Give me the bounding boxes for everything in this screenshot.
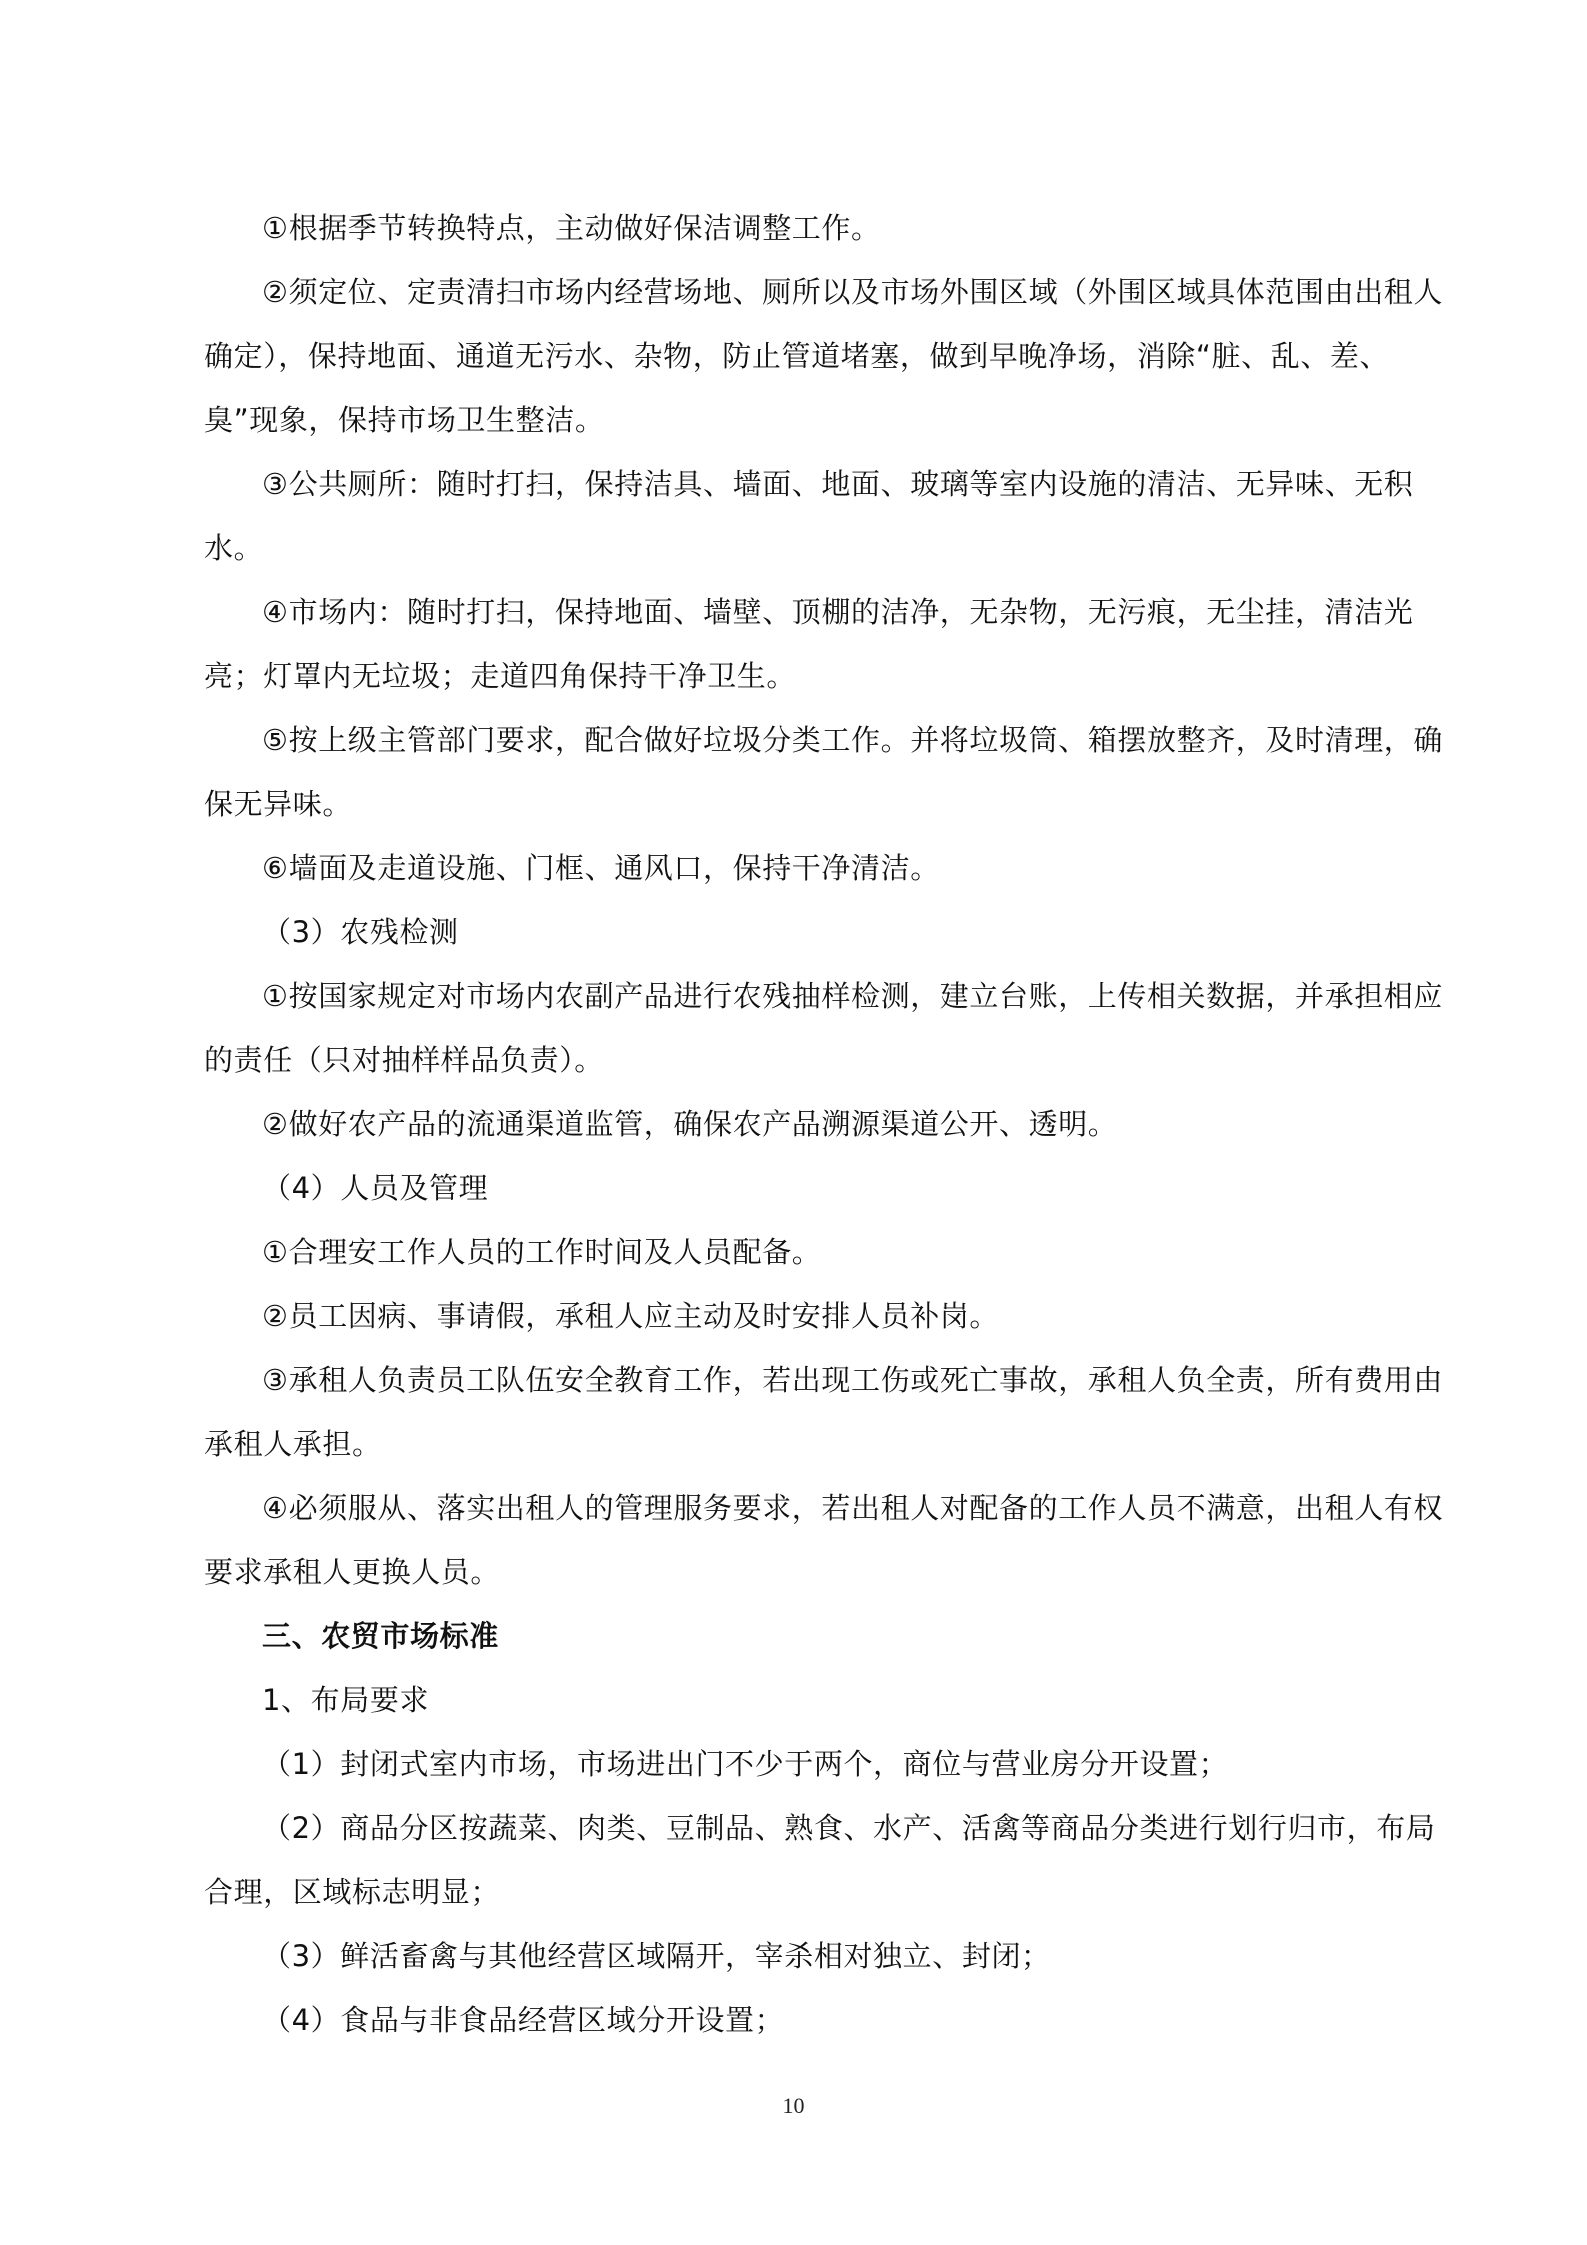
paragraph-garbage-sorting: ⑤按上级主管部门要求，配合做好垃圾分类工作。并将垃圾筒、箱摆放整齐，及时清理，确保无异味。 [204, 723, 1443, 821]
paragraph-cleaning-areas: ②须定位、定责清扫市场内经营场地、厕所以及市场外围区域（外围区域具体范围由出租人确定），保持地面、通道无污水、杂物，防止管道堵塞，做到早晚净场，消除“脏、乱、差、臭”现象，保持市场卫生整洁。 [204, 275, 1443, 437]
paragraph-food-nonfood: （4）食品与非食品经营区域分开设置； [262, 2003, 785, 2037]
subheading-layout-requirements: 1、布局要求 [262, 1683, 430, 1717]
paragraph-walls-corridors: ⑥墙面及走道设施、门框、通风口，保持干净清洁。 [262, 851, 940, 885]
paragraph-market-interior: ④市场内：随时打扫，保持地面、墙壁、顶棚的洁净，无杂物，无污痕，无尘挂，清洁光亮；灯罩内无垃圾；走道四角保持干净卫生。 [204, 595, 1414, 693]
paragraph-public-toilet: ③公共厕所：随时打扫，保持洁具、墙面、地面、玻璃等室内设施的清洁、无异味、无积水。 [204, 467, 1414, 565]
paragraph-leave-replacement: ②员工因病、事请假，承租人应主动及时安排人员补岗。 [262, 1299, 999, 1333]
section-personnel-management: （4）人员及管理 [262, 1171, 489, 1205]
paragraph-zoning: （2）商品分区按蔬菜、肉类、豆制品、熟食、水产、活禽等商品分类进行划行归市，布局合理，区域标志明显； [204, 1811, 1436, 1909]
paragraph-channel-supervision: ②做好农产品的流通渠道监管，确保农产品溯源渠道公开、透明。 [262, 1107, 1118, 1141]
paragraph-sampling-test: ①按国家规定对市场内农副产品进行农残抽样检测，建立台账，上传相关数据，并承担相应的责任（只对抽样样品负责）。 [204, 979, 1443, 1077]
paragraph-management-compliance: ④必须服从、落实出租人的管理服务要求，若出租人对配备的工作人员不满意，出租人有权要求承租人更换人员。 [204, 1491, 1443, 1589]
heading-market-standards: 三、农贸市场标准 [262, 1619, 499, 1653]
page-body [204, 196, 1444, 2052]
page-number: 10 [782, 2093, 805, 2118]
paragraph-cleaning-adjustment: ①根据季节转换特点，主动做好保洁调整工作。 [262, 211, 881, 245]
paragraph-enclosed-market: （1）封闭式室内市场，市场进出门不少于两个，商位与营业房分开设置； [262, 1747, 1229, 1781]
paragraph-live-poultry: （3）鲜活畜禽与其他经营区域隔开，宰杀相对独立、封闭； [262, 1939, 1051, 1973]
section-pesticide-testing: （3）农残检测 [262, 915, 459, 949]
paragraph-safety-education: ③承租人负责员工队伍安全教育工作，若出现工伤或死亡事故，承租人负全责，所有费用由承租人承担。 [204, 1363, 1443, 1461]
paragraph-staff-scheduling: ①合理安工作人员的工作时间及人员配备。 [262, 1235, 822, 1269]
